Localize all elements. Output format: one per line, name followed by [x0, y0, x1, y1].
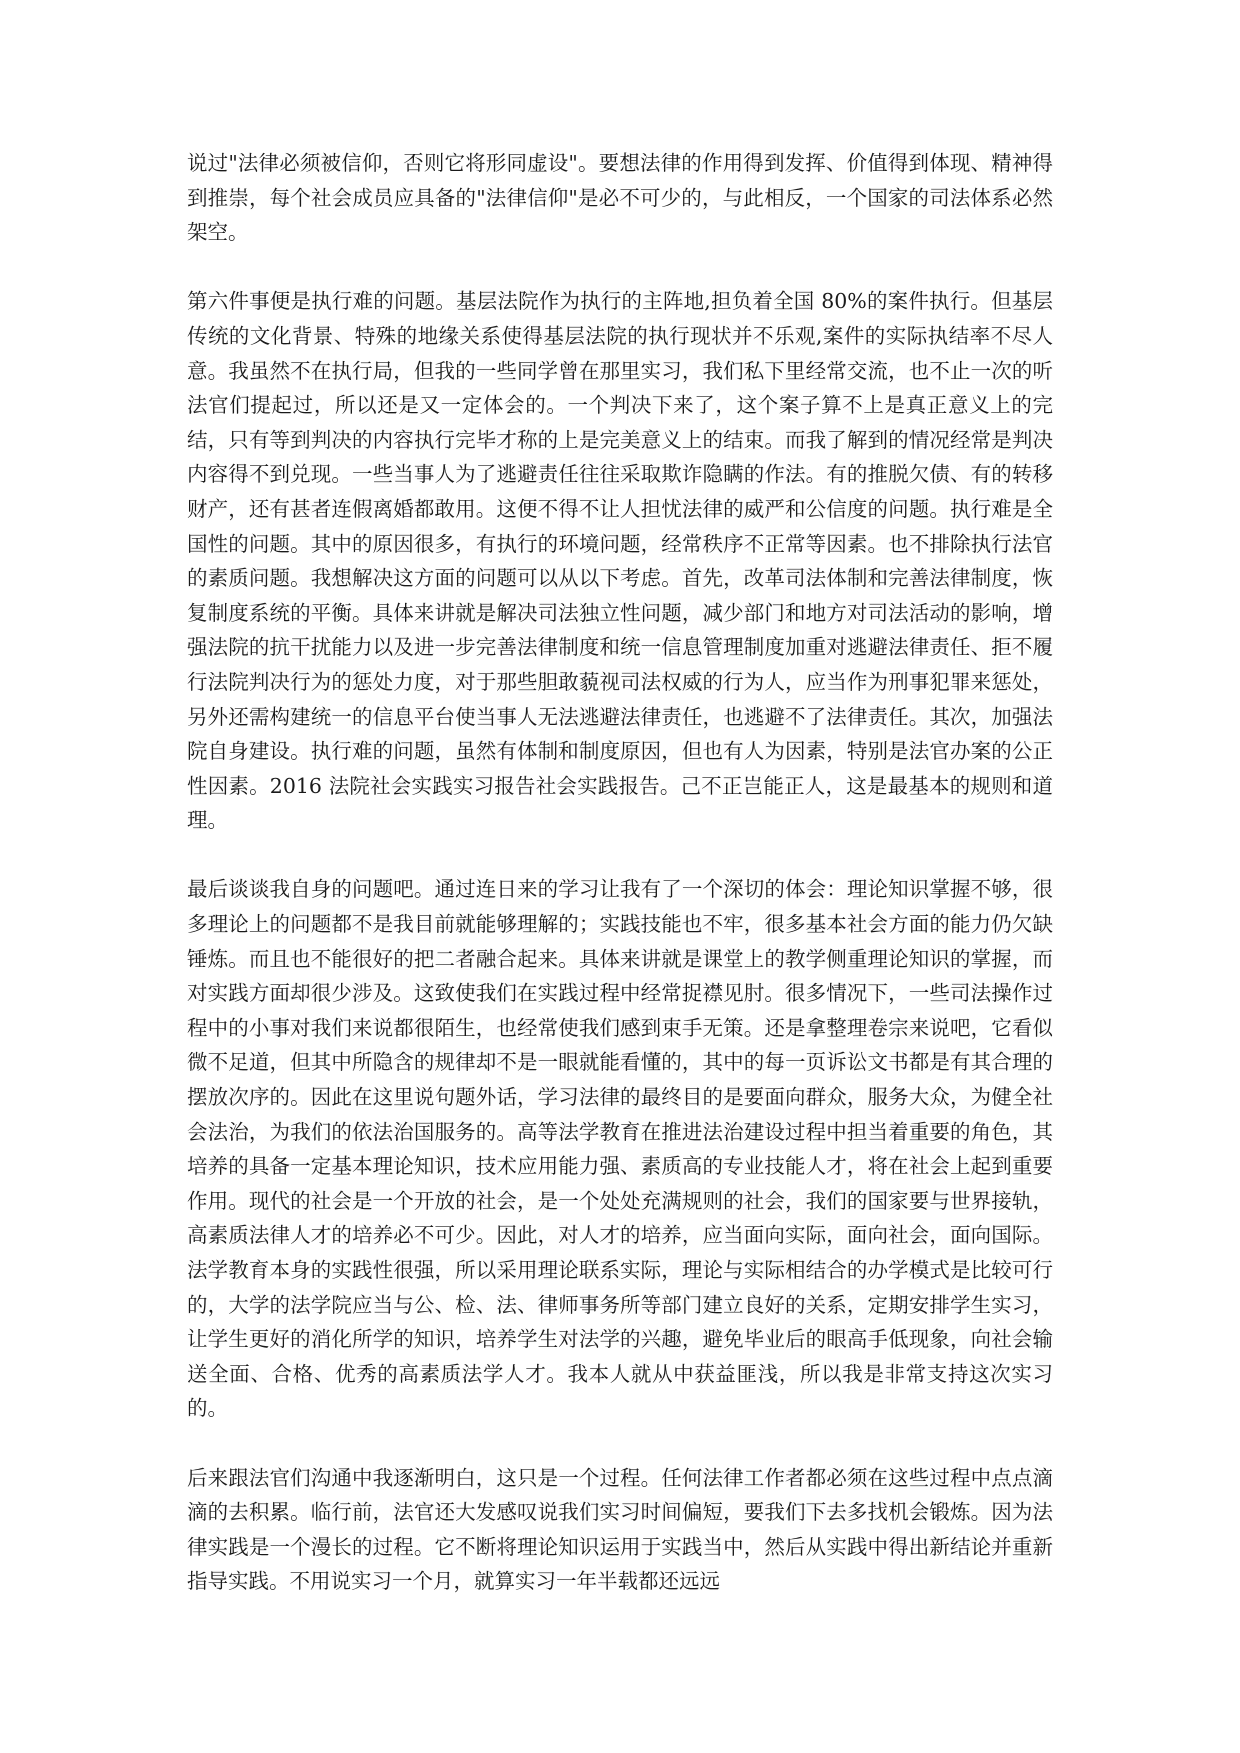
paragraph-self-reflection: 最后谈谈我自身的问题吧。通过连日来的学习让我有了一个深切的体会：理论知识掌握不够，很多理论上的问题都不是我目前就能够理解的；实践技能也不牢，很多基本社会方面的能力仍欠缺锤炼。而且也不能很好的把二者融合起来。具体来讲就是课堂上的教学侧重理论知识的掌握，而对实践方面却很少涉及。这致使我们在实践过程中经常捉襟见肘。很多情况下，一些司法操作过程中的小事对我们来说都很陌生，也经常使我们感到束手无策。还是拿整理卷宗来说吧，它看似微不足道，但其中所隐含的规律却不是一眼就能看懂的，其中的每一页诉讼文书都是有其合理的摆放次序的。因此在这里说句题外话，学习法律的最终目的是要面向群众，服务大众，为健全社会法治，为我们的依法治国服务的。高等法学教育在推进法治建设过程中担当着重要的角色，其培养的具备一定基本理论知识，技术应用能力强、素质高的专业技能人才，将在社会上起到重要作用。现代的社会是一个开放的社会，是一个处处充满规则的社会，我们的国家要与世界接轨，高素质法律人才的培养必不可少。因此，对人才的培养，应当面向实际，面向社会，面向国际。法学教育本身的实践性很强，所以采用理论联系实际，理论与实际相结合的办学模式是比较可行的，大学的法学院应当与公、检、法、律师事务所等部门建立良好的关系，定期安排学生实习，让学生更好的消化所学的知识，培养学生对法学的兴趣，避免毕业后的眼高手低现象，向社会输送全面、合格、优秀的高素质法学人才。我本人就从中获益匪浅，所以我是非常支持这次实习的。 — [187, 877, 1053, 1421]
paragraph-enforcement-difficulty: 第六件事便是执行难的问题。基层法院作为执行的主阵地,担负着全国 80%的案件执行。但基层传统的文化背景、特殊的地缘关系使得基层法院的执行现状并不乐观,案件的实际执结率不尽人意。我虽然不在执行局，但我的一些同学曾在那里实习，我们私下里经常交流，也不止一次的听法官们提起过，所以还是又一定体会的。一个判决下来了，这个案子算不上是真正意义上的完结，只有等到判决的内容执行完毕才称的上是完美意义上的结束。而我了解到的情况经常是判决内容得不到兑现。一些当事人为了逃避责任往往采取欺诈隐瞒的作法。有的推脱欠债、有的转移财产，还有甚者连假离婚都敢用。这便不得不让人担忧法律的威严和公信度的问题。执行难是全国性的问题。其中的原因很多，有执行的环境问题，经常秩序不正常等因素。也不排除执行法官的素质问题。我想解决这方面的问题可以从以下考虑。首先，改革司法体制和完善法律制度，恢复制度系统的平衡。具体来讲就是解决司法独立性问题，减少部门和地方对司法活动的影响，增强法院的抗干扰能力以及进一步完善法律制度和统一信息管理制度加重对逃避法律责任、拒不履行法院判决行为的惩处力度，对于那些胆敢藐视司法权威的行为人，应当作为刑事犯罪来惩处，另外还需构建统一的信息平台使当事人无法逃避法律责任，也逃避不了法律责任。其次，加强法院自身建设。执行难的问题，虽然有体制和制度原因，但也有人为因素，特别是法官办案的公正性因素。2016 法院社会实践实习报告社会实践报告。己不正岂能正人，这是最基本的规则和道理。 — [187, 289, 1053, 833]
document-body — [187, 146, 1053, 1599]
paragraph-legal-faith: 说过"法律必须被信仰，否则它将形同虚设"。要想法律的作用得到发挥、价值得到体现、精神得到推崇，每个社会成员应具备的"法律信仰"是必不可少的，与此相反，一个国家的司法体系必然架空。 — [187, 151, 1053, 245]
paragraph-communication-with-judges: 后来跟法官们沟通中我逐渐明白，这只是一个过程。任何法律工作者都必须在这些过程中点点滴滴的去积累。临行前，法官还大发感叹说我们实习时间偏短，要我们下去多找机会锻炼。因为法律实践是一个漫长的过程。它不断将理论知识运用于实践当中，然后从实践中得出新结论并重新指导实践。不用说实习一个月，就算实习一年半载都还远远 — [187, 1465, 1053, 1594]
